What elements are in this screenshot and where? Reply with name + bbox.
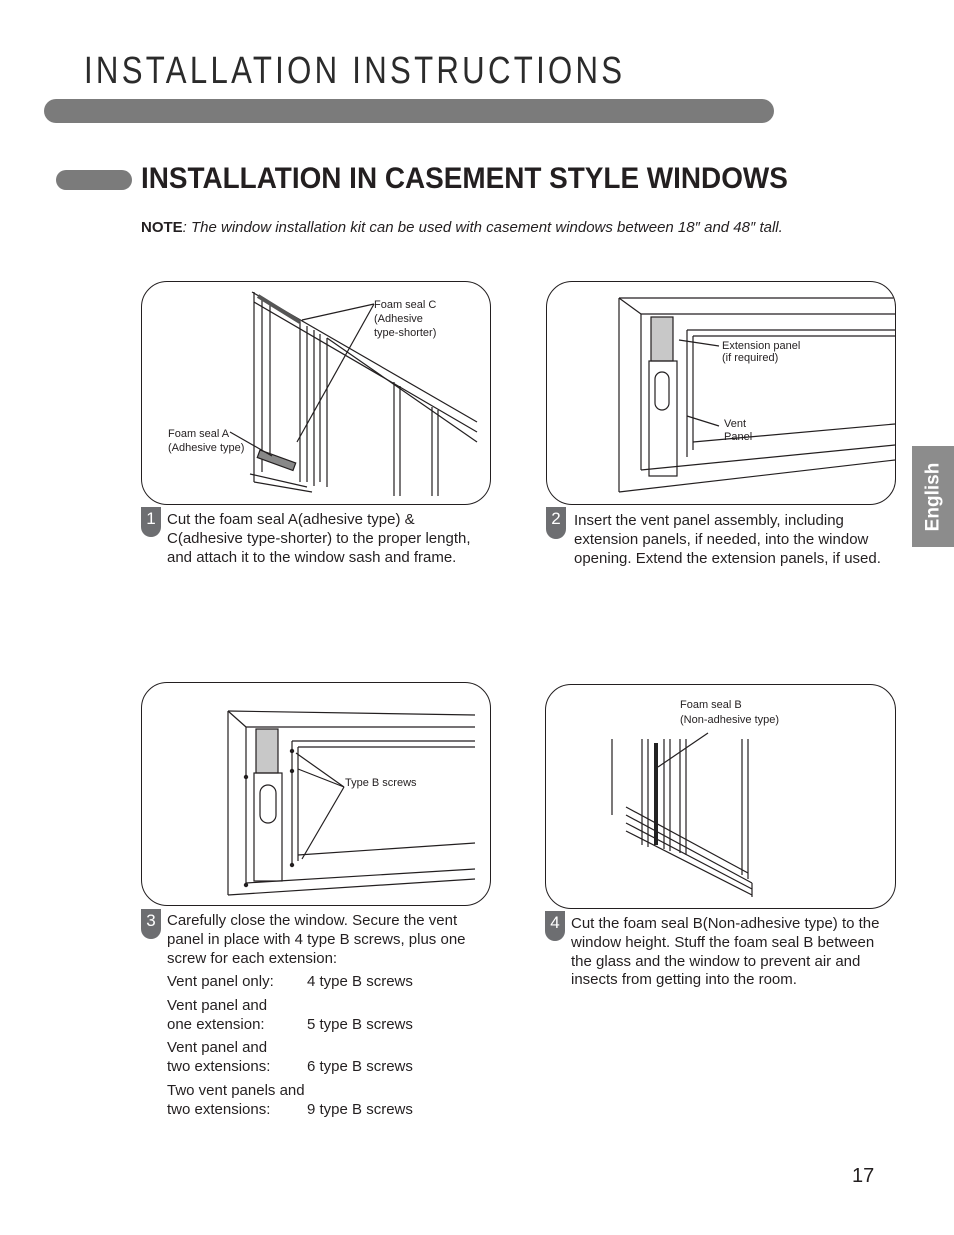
callout-vent-panel: Vent Panel bbox=[724, 418, 753, 443]
callout-type-b-screws: Type B screws bbox=[345, 777, 417, 789]
screws-count: 9 type B screws bbox=[307, 1100, 413, 1118]
step-4-illustration bbox=[545, 684, 896, 909]
screws-count: 5 type B screws bbox=[307, 1015, 413, 1033]
step-4-text: Cut the foam seal B(Non-adhesive type) to the window height. Stuff the foam seal B between the glass and the window to prevent air and insects from getting into the room. bbox=[571, 915, 880, 989]
screws-count: 6 type B screws bbox=[307, 1058, 413, 1076]
screws-count: 4 type B screws bbox=[307, 973, 413, 990]
step-1-illustration bbox=[141, 281, 491, 505]
step-3-text: Carefully close the window. Secure the vent panel in place with 4 type B screws, plus one screw for each extension: bbox=[167, 912, 466, 967]
screws-row bbox=[167, 1039, 413, 1077]
callout-foam-seal-c: Foam seal C (Adhesive type-shorter) bbox=[374, 299, 437, 339]
screws-config: Two vent panels and two extensions: bbox=[167, 1081, 305, 1118]
screws-row bbox=[167, 997, 413, 1035]
callout-extension-panel: Extension panel (if required) bbox=[722, 340, 801, 364]
screws-config: Vent panel and two extensions: bbox=[167, 1039, 271, 1076]
step-3-illustration bbox=[141, 682, 491, 906]
note bbox=[141, 219, 783, 236]
page-header-title: INSTALLATION INSTRUCTIONS bbox=[84, 50, 626, 92]
page-number: 17 bbox=[852, 1165, 875, 1187]
section-marker bbox=[56, 170, 132, 190]
step-1-text: Cut the foam seal A(adhesive type) & C(adhesive type-shorter) to the proper length, and attach it to the window sash and frame. bbox=[167, 511, 471, 566]
note-text: : The window installation kit can be used with casement windows between 18″ and 48″ tall. bbox=[182, 219, 783, 236]
screws-row bbox=[167, 1082, 413, 1120]
screws-config: Vent panel and one extension: bbox=[167, 996, 268, 1033]
screws-row bbox=[167, 973, 413, 992]
callout-foam-seal-b: Foam seal B (Non-adhesive type) bbox=[680, 699, 780, 726]
note-label: NOTE bbox=[141, 219, 183, 236]
language-tab[interactable] bbox=[912, 446, 954, 547]
step-1-badge: 1 bbox=[141, 507, 161, 537]
step-3-badge: 3 bbox=[141, 909, 161, 939]
header-bar bbox=[44, 99, 774, 123]
step-2-text: Insert the vent panel assembly, including extension panels, if needed, into the window opening. Extend the extension panels, if used. bbox=[574, 512, 881, 567]
screws-config: Vent panel only: bbox=[167, 973, 274, 990]
language-tab-label: English bbox=[922, 462, 943, 531]
step-2-illustration bbox=[546, 281, 896, 505]
step-4-badge: 4 bbox=[545, 911, 565, 941]
screws-table bbox=[167, 973, 413, 1125]
section-title: INSTALLATION IN CASEMENT STYLE WINDOWS bbox=[141, 162, 788, 195]
step-2-badge: 2 bbox=[546, 507, 566, 539]
callout-foam-seal-a: Foam seal A (Adhesive type) bbox=[168, 428, 245, 454]
